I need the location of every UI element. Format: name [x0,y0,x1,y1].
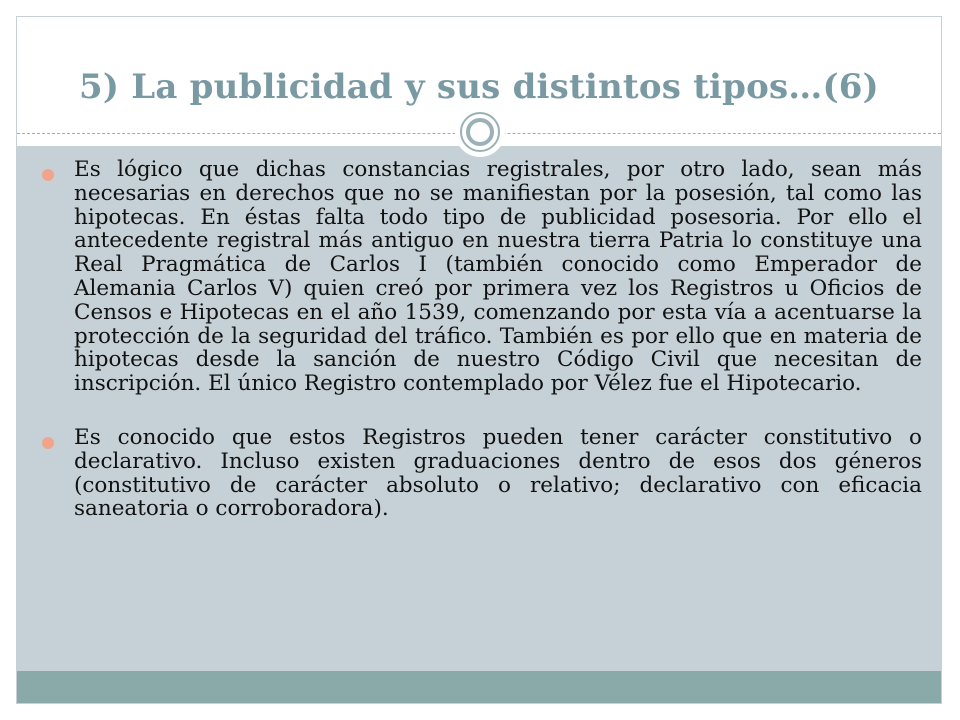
bullet-icon [42,169,54,181]
footer-bar [17,671,941,703]
slide-title: 5) La publicidad y sus distintos tipos…(6) [79,67,879,107]
bullet-item [42,426,922,521]
bullet-text: Es lógico que dichas constancias registrales, por otro lado, sean más necesarias en derechos que no se manifiestan por la posesión, tal como las hipotecas. En éstas falta todo tipo de publicidad posesoria. Por ello el antecedente registral más antiguo en nuestra tierra Patria lo constituye una Real Pragmática de Carlos I (también conocido como Emperador de Alemania Carlos V) quien creó por primera vez los Registros u Oficios de Censos e Hipotecas en el año 1539, comenzando por esta vía a acentuarse la protección de la seguridad del tráfico. También es por ello que en materia de hipotecas desde la sanción de nuestro Código Civil que necesitan de inscripción. El único Registro contemplado por Vélez fue el Hipotecario. [74,157,922,397]
inner-ring [466,118,494,146]
bullet-list [42,158,922,551]
double-ring-circle-icon [455,107,505,157]
bullet-item [42,158,922,396]
bullet-icon [42,437,54,449]
bullet-text: Es conocido que estos Registros pueden tener carácter constitutivo o declarativo. Incluso existen graduaciones dentro de esos dos géneros (constitutivo de carácter absoluto o relativo; declarativo con eficacia saneatoria o corroboradora). [74,424,922,522]
